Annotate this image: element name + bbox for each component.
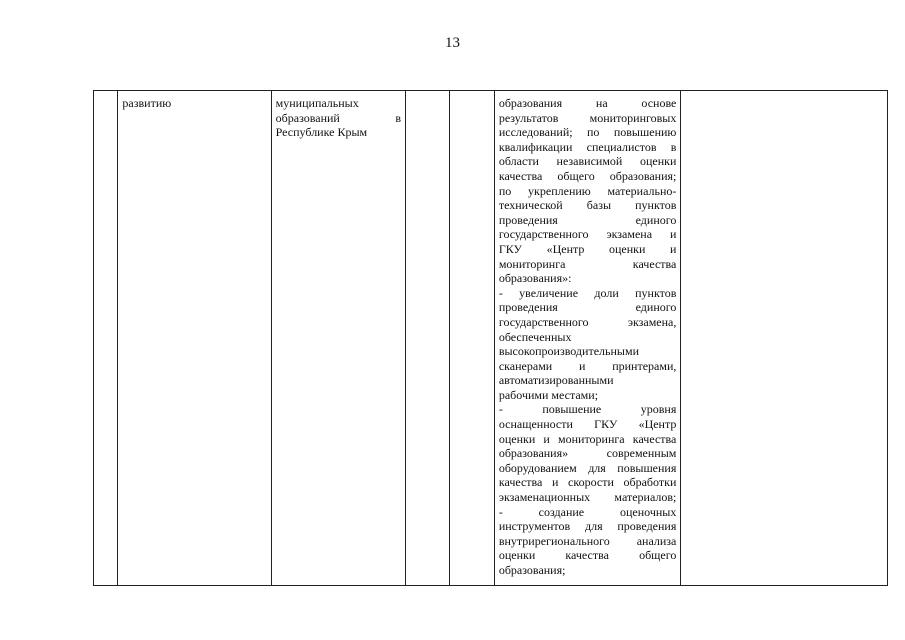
executor-line: муниципальных xyxy=(275,96,359,110)
cell-number xyxy=(94,91,118,586)
result-line: проведения единого xyxy=(498,300,677,315)
result-line: - повышение уровня xyxy=(498,402,677,417)
cell-notes xyxy=(681,91,888,586)
result-line: - увеличение доли пунктов xyxy=(498,285,677,300)
cell-task: развитию xyxy=(118,91,271,586)
result-line: автоматизированными xyxy=(498,373,614,388)
result-line: оборудованием для повышения xyxy=(498,460,677,475)
result-line: оснащенности ГКУ «Центр xyxy=(498,417,677,432)
result-line: образования на основе xyxy=(498,96,677,110)
result-line: технической базы пунктов xyxy=(498,198,677,213)
result-line: ГКУ «Центр оценки и xyxy=(498,241,677,256)
result-line: результатов мониторинговых xyxy=(498,110,677,125)
result-line: сканерами и принтерами, xyxy=(498,358,677,373)
result-line: мониторинга качества xyxy=(498,256,677,271)
cell-period-end xyxy=(450,91,494,586)
result-line: оценки и мониторинга качества xyxy=(498,431,677,446)
result-line: инструментов для проведения xyxy=(498,519,677,534)
result-line: по укреплению материально- xyxy=(498,183,677,198)
result-line: образования; xyxy=(498,563,566,577)
result-line: обеспеченных xyxy=(498,329,572,344)
executor-line: Республике Крым xyxy=(275,125,368,140)
result-line: государственного экзамена, xyxy=(498,314,677,329)
result-line: качества общего образования; xyxy=(498,168,677,183)
result-line: рабочими местами; xyxy=(498,387,599,402)
cell-expected-results xyxy=(494,91,681,586)
result-line: внутрирегионального анализа xyxy=(498,533,677,548)
result-line: области независимой оценки xyxy=(498,154,677,169)
executor-line: образований в xyxy=(275,110,402,125)
result-line: - создание оценочных xyxy=(498,504,677,519)
result-line: исследований; по повышению xyxy=(498,125,677,140)
result-line: государственного экзамена и xyxy=(498,227,677,242)
result-line: квалификации специалистов в xyxy=(498,139,677,154)
cell-period-start xyxy=(406,91,450,586)
result-line: образования» современным xyxy=(498,446,677,461)
program-table xyxy=(93,90,888,586)
cell-executor xyxy=(271,91,405,586)
result-line: высокопроизводительными xyxy=(498,344,639,359)
result-line: образования»: xyxy=(498,271,572,286)
table-row xyxy=(94,91,888,586)
result-line: экзаменационных материалов; xyxy=(498,490,677,505)
page-number: 13 xyxy=(445,35,460,51)
result-line: проведения единого xyxy=(498,212,677,227)
result-line: оценки качества общего xyxy=(498,548,677,563)
result-line: качества и скорости обработки xyxy=(498,475,677,490)
